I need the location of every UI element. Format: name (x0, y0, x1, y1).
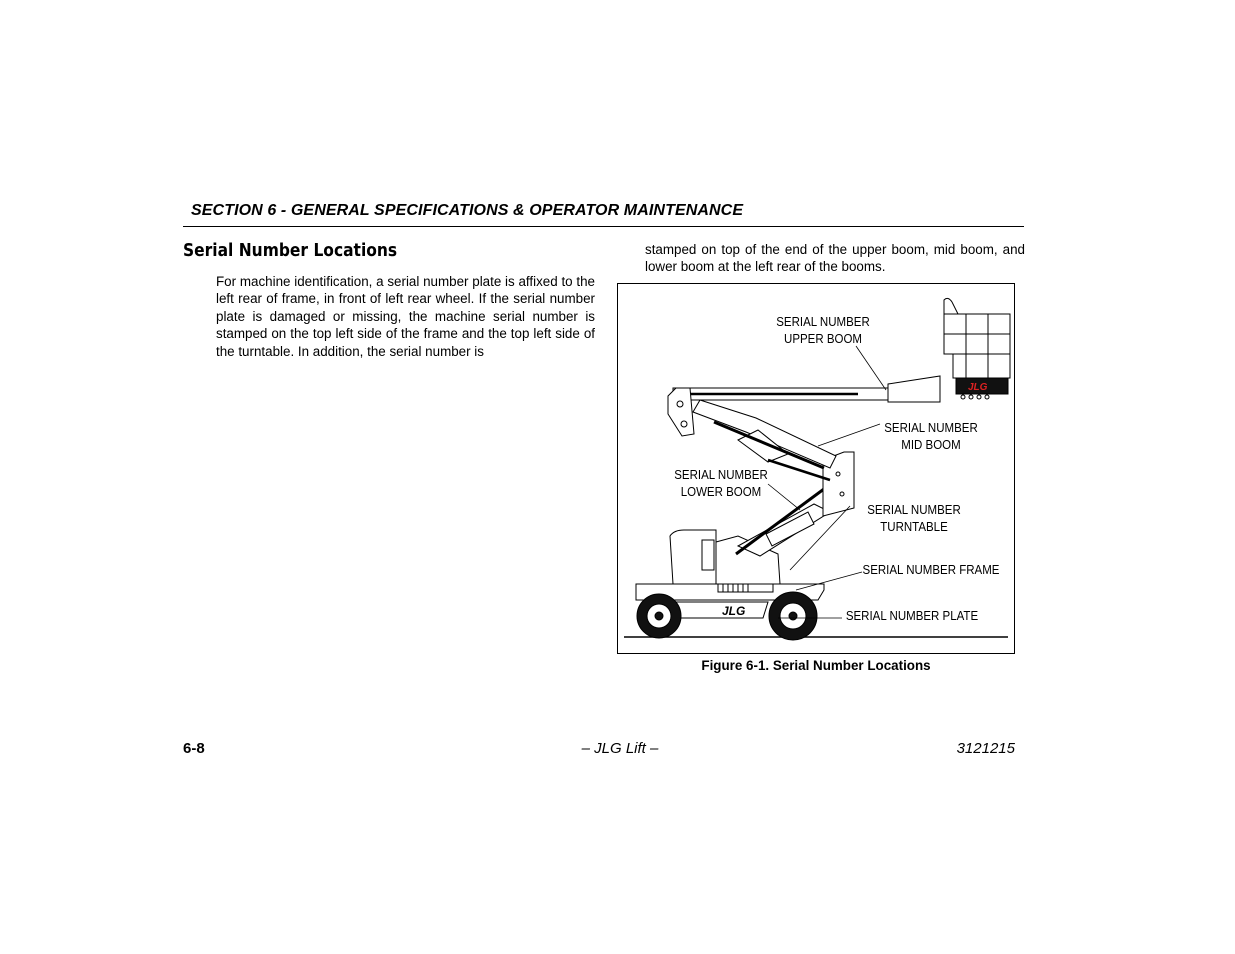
callout-lower-boom (661, 467, 781, 501)
chassis-logo: JLG (722, 604, 746, 618)
figure-caption: Figure 6-1. Serial Number Locations (701, 658, 931, 673)
figure-frame (617, 283, 1015, 654)
callout-mid-boom-line2: MID BOOM (901, 438, 961, 452)
header-rule (183, 226, 1024, 227)
callout-turntable (854, 502, 974, 536)
footer-center-title: – JLG Lift – (581, 740, 659, 757)
callout-turntable-line1: SERIAL NUMBER (867, 503, 961, 517)
callout-lower-boom-line2: LOWER BOOM (680, 485, 762, 499)
page-title: Serial Number Locations (183, 240, 398, 261)
callout-upper-boom (763, 314, 883, 348)
callout-frame: SERIAL NUMBER FRAME (862, 563, 1000, 577)
section-header: SECTION 6 - GENERAL SPECIFICATIONS & OPERATOR MAINTENANCE (191, 202, 744, 219)
callout-lower-boom-line1: SERIAL NUMBER (674, 468, 768, 482)
callout-upper-boom-line2: UPPER BOOM (784, 332, 862, 346)
footer-page-number: 6-8 (183, 740, 205, 757)
platform-logo: JLG (968, 382, 988, 393)
body-paragraph-left: For machine identification, a serial number plate is affixed to the left rear of frame, in front of left rear wheel. If the serial number plate is damaged or missing, the machine serial number is stamped on the top left side of the frame and the top left side of the turntable. In addition, the serial number is (216, 274, 595, 359)
callout-mid-boom-line1: SERIAL NUMBER (884, 421, 978, 435)
callout-turntable-line2: TURNTABLE (880, 520, 948, 534)
callout-mid-boom (871, 420, 991, 454)
callout-plate: SERIAL NUMBER PLATE (845, 609, 979, 623)
body-paragraph-right: stamped on top of the end of the upper boom, mid boom, and lower boom at the left rear of the booms. (645, 242, 1025, 275)
footer-document-number: 3121215 (956, 740, 1015, 757)
callout-upper-boom-line1: SERIAL NUMBER (776, 315, 870, 329)
